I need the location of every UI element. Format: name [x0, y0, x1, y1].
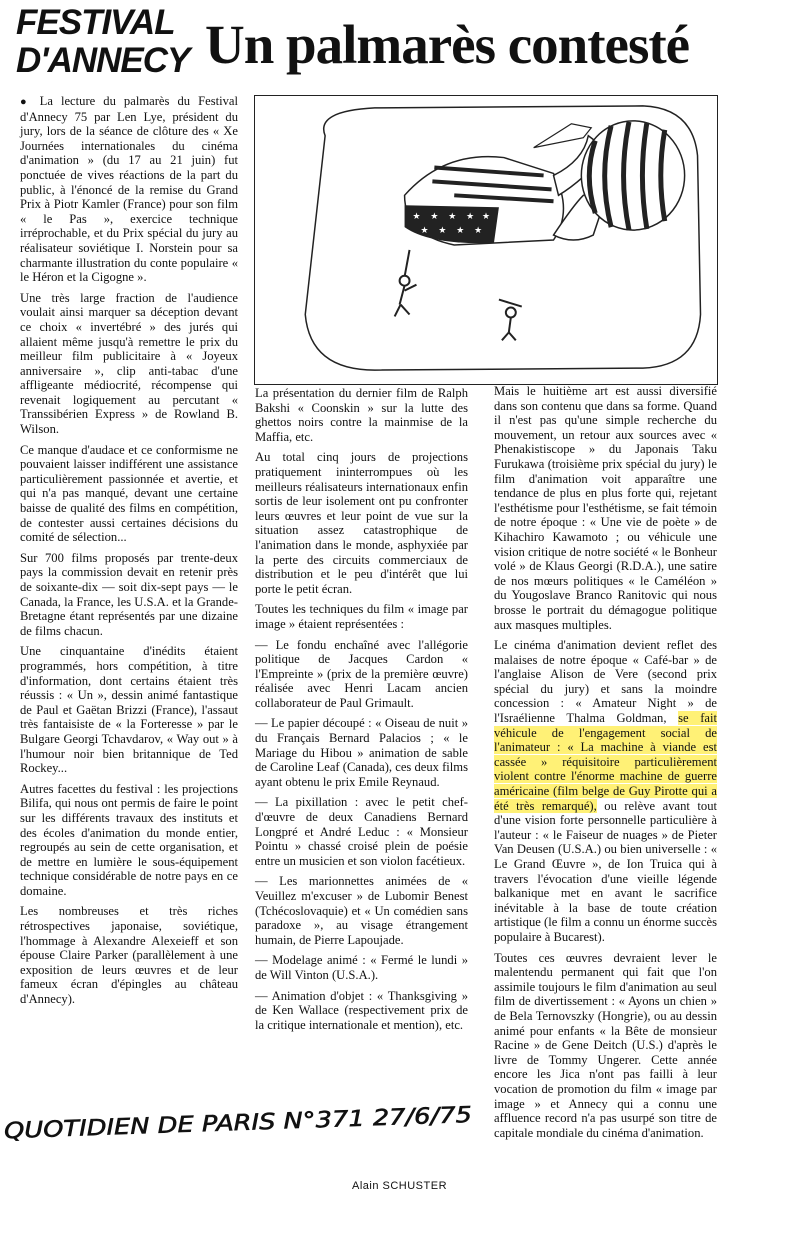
- falling-figure-1: [395, 250, 417, 317]
- svg-text:★: ★: [474, 226, 483, 237]
- headline: Un palmarès contesté: [205, 14, 690, 75]
- article-column-3: [494, 384, 717, 1140]
- paragraph: Les nombreuses et très riches rétrospectives japonaise, soviétique, l'hommage à Alexandre Alexeieff et son épouse Claire Parker (parallèlement à une exposition de leurs œuvres et de leur fameux écran d'épingles au château d'Annecy).: [20, 904, 238, 1007]
- svg-text:★: ★: [482, 212, 491, 223]
- paragraph: — Le papier découpé : « Oiseau de nuit » du Français Bernard Palacios ; « le Mariage du Hibou » animation de sable de Caroline Leaf (Canada), ces deux films ayant obtenu le prix Emile Reynaud.: [255, 716, 468, 789]
- paragraph: Ce manque d'audace et ce conformisme ne pouvaient laisser indifférent une assistance particulièrement passionnée et avertie, et qui n'a pas manqué, devant une certaine baisse de qualité des films en compétition, de contester aussi certaines décisions du comité de sélection...: [20, 442, 238, 545]
- svg-text:★: ★: [420, 226, 429, 237]
- paragraph: ● La lecture du palmarès du Festival d'Annecy 75 par Len Lye, président du jury, lors de la séance de clôture des « Xe Journées internationales du cinéma d'animation » (du 17 au 21 juin) fut ponctuée de vives réactions de la part du public, à l'énoncé de la remise du Grand Prix à Piotr Kamler (France) pour son film « le Pas », exercice technique irréprochable, et du Prix spécial du jury au réalisateur soviétique I. Norstein pour sa charmante illustration du conte populaire « le Héron et la Cigogne ».: [20, 94, 238, 285]
- svg-text:★: ★: [430, 212, 439, 223]
- paragraph: Toutes ces œuvres devraient lever le malentendu permanent qui fait que l'on assimile toujours le film d'animation au seul film de divertissement : « Ayons un chien » de Bela Ternovszky (Hongrie), ou au dessin animé pour enfants « la Bête de monsieur Racine » de Gene Deitch (U.S.) d'après le livre de Tommy Ungerer. Cette année encore les Jica n'ont pas failli à leur vocation de promotion du film « image par image » et Annecy qui a connu une affluence record n'a pas usurpé son titre de capitale mondiale du cinéma d'animation.: [494, 950, 717, 1140]
- svg-text:★: ★: [448, 212, 457, 223]
- article-column-1: [20, 94, 238, 1007]
- falling-figure-2: [499, 300, 522, 341]
- paragraph: Mais le huitième art est aussi diversifié dans son contenu que dans sa forme. Quand il n'est pas qu'une simple recherche du mouvement, un retour aux sources avec « Phenakistiscope » du Japonais Taku Furukawa (troisième prix spécial du jury) le film d'animation voit apparaître une tendance de plus en plus forte qui, rejetant l'esthétisme pour l'esthétisme, se fait témoin de notre époque : « Une vie de poète » de Kihachiro Kawamoto ; ou véhicule une vision critique de notre société « le Bonheur volé » de Klaus Georgi (R.D.A.), une satire de nos mœurs politiques « le Caméléon » du Yougoslave Branco Ranitovic qui nous brosse le portrait du démagogue politique aux masques multiples.: [494, 384, 717, 632]
- paragraph: Une cinquantaine d'inédits étaient programmés, hors compétition, à titre d'information, dont certains étaient très réussis : « Un », dessin animé fantastique de Paul et Gaëtan Brizzi (France), l'assaut très fantaisiste de « la Forteresse » par le Bulgare Georgi Tchavdarov, « Way out » à l'humour noir bien britannique de Ted Rockey...: [20, 644, 238, 776]
- kicker-line-2: D'ANNECY: [16, 41, 190, 80]
- flag-balloon-drawing: [255, 96, 717, 384]
- kicker-line-1: FESTIVAL: [16, 3, 175, 42]
- paragraph: Autres facettes du festival : les projections Bilifa, qui nous ont permis de faire le point sur les différents travaux des instituts et des écoles d'animation du monde entier, regroupés au sein de cette organisation, et de mettre en lumière le sous-équipement technique considérable de notre pays en ce domaine.: [20, 781, 238, 898]
- paragraph: Une très large fraction de l'audience voulait ainsi marquer sa déception devant ce choix « invertébré » des jurés qui allaient même jusqu'à remettre le prix du meilleur film publicitaire à « Joyeux anniversaire », clip anti-tabac d'une affligeante médiocrité, récompense qui revenait logiquement au percutant « Transsibérien Express » de Rowland B. Wilson.: [20, 290, 238, 437]
- paragraph: Au total cinq jours de projections pratiquement ininterrompues où les meilleurs réalisateurs internationaux enfin sortis de leur isolement ont pu confronter leurs œuvres et leur point de vue sur la situation assez catastrophique de l'animation dans le monde, asphyxiée par la perte des circuits commerciaux de distribution et le peu d'intérêt que lui porte le petit écran.: [255, 450, 468, 596]
- paragraph: — Modelage animé : « Fermé le lundi » de Will Vinton (U.S.A.).: [255, 953, 468, 982]
- paragraph: — Les marionnettes animées de « Veuillez m'excuser » de Lubomir Benest (Tchécoslovaquie) et « Un comédien sans paradoxe », au visage étrangement humain, de Pierre Lapoujade.: [255, 874, 468, 947]
- paragraph: Sur 700 films proposés par trente-deux pays la commission devait en retenir près de soixante-dix — soit dix-sept pays — le Canada, la France, les U.S.A. et la Grande-Bretagne étant représentés par une dizaine de films chacun.: [20, 550, 238, 638]
- striped-bomb-shape: [581, 121, 684, 230]
- bullet-icon: ●: [20, 96, 32, 108]
- handwritten-source-note: [0, 1092, 480, 1152]
- paragraph: Toutes les techniques du film « image par image » étaient représentées :: [255, 602, 468, 631]
- cartoon-illustration: [254, 95, 718, 385]
- highlighted-passage: se fait véhicule de l'engagement social de l'animateur : « La machine à viande est cassée » réquisitoire particulièrement violent contre l'énorme machine de guerre américaine (film belge de Guy Pirotte qui a été très remarqué),: [494, 711, 717, 813]
- paragraph: — La pixillation : avec le petit chef-d'œuvre de deux Canadiens Bernard Longpré et André Leduc : « Monsieur Pointu » chassé croisé plein de poésie entre un musicien et son violon facétieux.: [255, 795, 468, 868]
- handwritten-note-text: QUOTIDIEN DE PARIS N°371 27/6/75: [3, 1105, 405, 1145]
- svg-text:★: ★: [466, 212, 475, 223]
- paragraph: — Animation d'objet : « Thanksgiving » de Ken Wallace (respectivement prix de la critique internationale et mention), etc.: [255, 988, 468, 1032]
- article-column-2: [255, 386, 468, 1032]
- paragraph: Le cinéma d'animation devient reflet des malaises de notre époque « Café-bar » de l'anglaise Alison de Vere (second prix spécial du jury) et sans la moindre concession : « Amateur Night » de l'Israélienne Thalma Goldman, se fait véhicule de l'engagement social de l'animateur : « La machine à viande est cassée » réquisitoire particulièrement violent contre l'énorme machine de guerre américaine (film belge de Guy Pirotte qui a été très remarqué), ou relève avant tout d'une vision forte personnelle particulière à l'auteur : « le Faiseur de nuages » de Pieter Van Deusen (U.S.A.) ou bien universelle : « Le Grand Œuvre », de Ion Truica qui à travers l'évocation d'une vieille légende balkanique met en avant le sacrifice inévitable à la base de toute création artistique (le film a connu un énorme succès populaire à Bucarest).: [494, 638, 717, 944]
- svg-text:★: ★: [412, 212, 421, 223]
- paragraph: — Le fondu enchaîné avec l'allégorie politique de Jacques Cardon « l'Empreinte » (prix de la première œuvre) réalisée avec Henri Lacam ancien collaborateur de Paul Grimault.: [255, 637, 468, 710]
- paragraph: La présentation du dernier film de Ralph Bakshi « Coonskin » sur la lutte des ghettos noirs contre la mainmise de la Maffia, etc.: [255, 386, 468, 444]
- svg-text:★: ★: [456, 226, 465, 237]
- byline: Alain SCHUSTER: [352, 1180, 448, 1192]
- svg-text:★: ★: [438, 226, 447, 237]
- section-kicker: [16, 4, 196, 80]
